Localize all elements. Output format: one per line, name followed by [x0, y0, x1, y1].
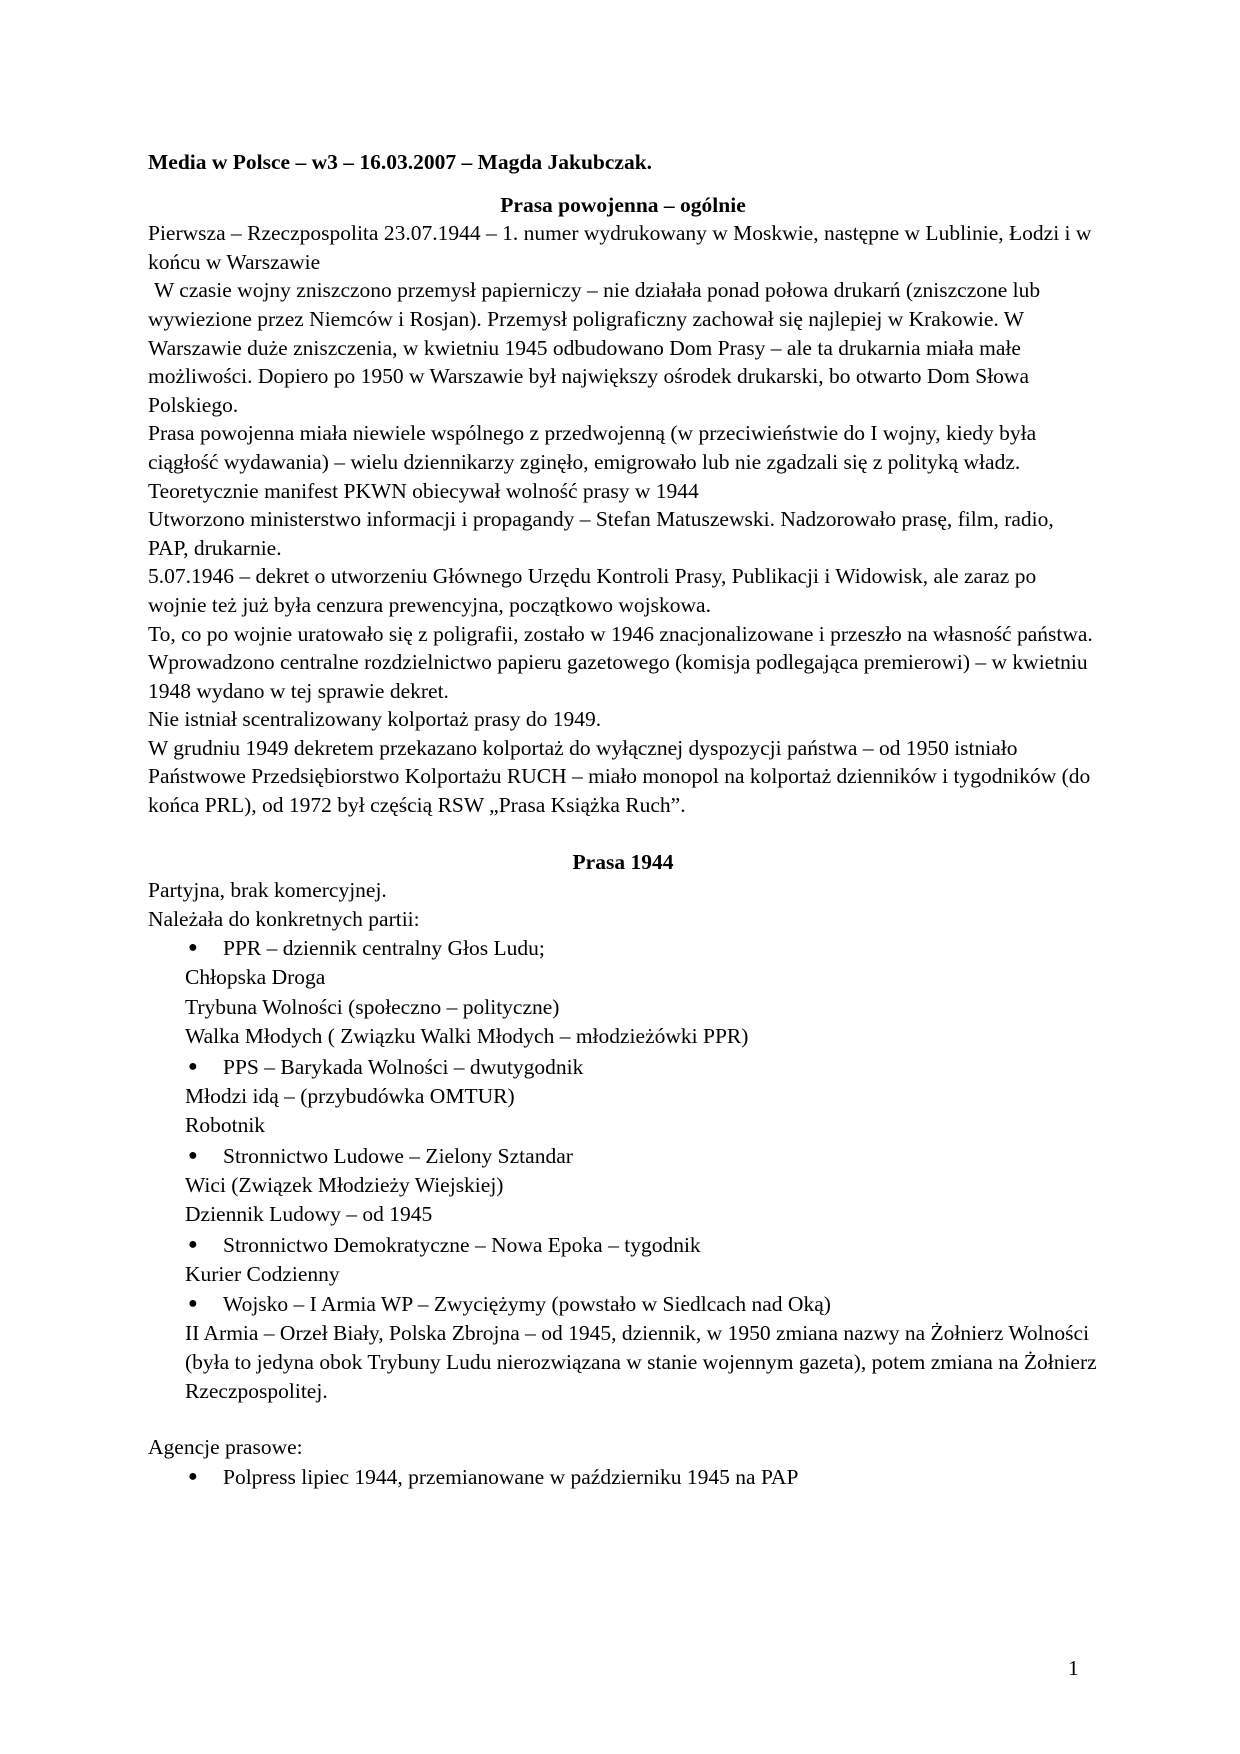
sub-item: Dziennik Ludowy – od 1945: [185, 1202, 433, 1227]
paragraph: Partyjna, brak komercyjnej.: [148, 878, 387, 903]
bullet-text: Stronnictwo Ludowe – Zielony Sztandar: [223, 1143, 573, 1168]
paragraph: W czasie wojny zniszczono przemysł papierniczy – nie działała ponad połowa drukarń (zniszczone lub wywiezione przez Niemców i Rosjan). Przemysł poligraficzny zachował się najlepiej w Krakowie. W Warszawie duże zniszczenia, w kwietniu 1945 odbudowano Dom Prasy – ale ta drukarnia miała małe możliwości. Dopiero po 1950 w Warszawie był największy ośrodek drukarski, bo otwarto Dom Słowa Polskiego.: [148, 278, 1041, 417]
bullet-text: Polpress lipiec 1944, przemianowane w październiku 1945 na PAP: [223, 1464, 799, 1489]
paragraph: Teoretycznie manifest PKWN obiecywał wolność prasy w 1944: [148, 478, 699, 503]
sub-item: Chłopska Droga: [185, 965, 326, 990]
bullet-text: Wojsko – I Armia WP – Zwyciężymy (powstało w Siedlcach nad Oką): [223, 1292, 831, 1317]
bullet-item: [148, 1289, 1098, 1319]
section-heading-prasa-1944: Prasa 1944: [572, 849, 674, 874]
bullet-text: PPR – dziennik centralny Głos Ludu;: [223, 936, 545, 961]
bullet-item: [148, 933, 1098, 963]
document-title: Media w Polsce – w3 – 16.03.2007 – Magda Jakubczak.: [148, 150, 653, 174]
paragraph: Pierwsza – Rzeczpospolita 23.07.1944 – 1. numer wydrukowany w Moskwie, następne w Lublinie, Łodzi i w końcu w Warszawie: [148, 221, 1092, 274]
paragraph: Nie istniał scentralizowany kolportaż prasy do 1949.: [148, 707, 602, 732]
bullet-icon: ●: [188, 1146, 198, 1164]
sub-item: Trybuna Wolności (społeczno – polityczne): [185, 994, 560, 1019]
bullet-icon: ●: [188, 1057, 198, 1075]
bullet-text: Stronnictwo Demokratyczne – Nowa Epoka – tygodnik: [223, 1232, 701, 1257]
bullet-item: [148, 1052, 1098, 1082]
section-heading-prasa-powojenna: Prasa powojenna – ogólnie: [500, 192, 746, 217]
paragraph: Utworzono ministerstwo informacji i propagandy – Stefan Matuszewski. Nadzorowało prasę, film, radio, PAP, drukarnie.: [148, 507, 1054, 560]
sub-item: II Armia – Orzeł Biały, Polska Zbrojna – od 1945, dziennik, w 1950 zmiana nazwy na Żołnierz Wolności (była to jedyna obok Trybuny Ludu nierozwiązana w stanie wojennym gazeta), potem zmiana na Żołnierz Rzeczpospolitej.: [185, 1321, 1097, 1403]
bullet-text: PPS – Barykada Wolności – dwutygodnik: [223, 1054, 584, 1079]
paragraph: Prasa powojenna miała niewiele wspólnego z przedwojenną (w przeciwieństwie do I wojny, kiedy była ciągłość wydawania) – wielu dziennikarzy zginęło, emigrowało lub nie zgadzali się z polityką władz.: [148, 421, 1037, 474]
paragraph: 5.07.1946 – dekret o utworzeniu Głównego Urzędu Kontroli Prasy, Publikacji i Widowisk, ale zaraz po wojnie też już była cenzura prewencyjna, początkowo wojskowa.: [148, 564, 1037, 617]
section-heading-agencje: Agencje prasowe:: [148, 1435, 303, 1460]
page-number: 1: [1068, 1656, 1079, 1680]
bullet-icon: ●: [188, 1235, 198, 1253]
bullet-icon: ●: [188, 1467, 198, 1485]
sub-item: Walka Młodych ( Związku Walki Młodych – młodzieżówki PPR): [185, 1024, 749, 1049]
paragraph: Należała do konkretnych partii:: [148, 906, 420, 931]
document-page: [148, 148, 1098, 1492]
bullet-item: [148, 1230, 1098, 1260]
sub-item: Młodzi idą – (przybudówka OMTUR): [185, 1083, 515, 1108]
sub-item: Kurier Codzienny: [185, 1261, 340, 1286]
paragraph: Wprowadzono centralne rozdzielnictwo papieru gazetowego (komisja podlegająca premierowi) – w kwietniu 1948 wydano w tej sprawie dekret.: [148, 650, 1088, 703]
bullet-icon: ●: [188, 1295, 198, 1313]
bullet-item: [148, 1462, 1098, 1492]
sub-item: Wici (Związek Młodzieży Wiejskiej): [185, 1172, 504, 1197]
paragraph: W grudniu 1949 dekretem przekazano kolportaż do wyłącznej dyspozycji państwa – od 1950 istniało Państwowe Przedsiębiorstwo Kolportażu RUCH – miało monopol na kolportaż dzienników i tygodników (do końca PRL), od 1972 był częścią RSW „Prasa Książka Ruch”.: [148, 735, 1091, 818]
sub-item: Robotnik: [185, 1113, 266, 1138]
paragraph: To, co po wojnie uratowało się z poligrafii, zostało w 1946 znacjonalizowane i przeszło na własność państwa.: [148, 621, 1093, 646]
bullet-item: [148, 1141, 1098, 1171]
bullet-icon: ●: [188, 939, 198, 957]
